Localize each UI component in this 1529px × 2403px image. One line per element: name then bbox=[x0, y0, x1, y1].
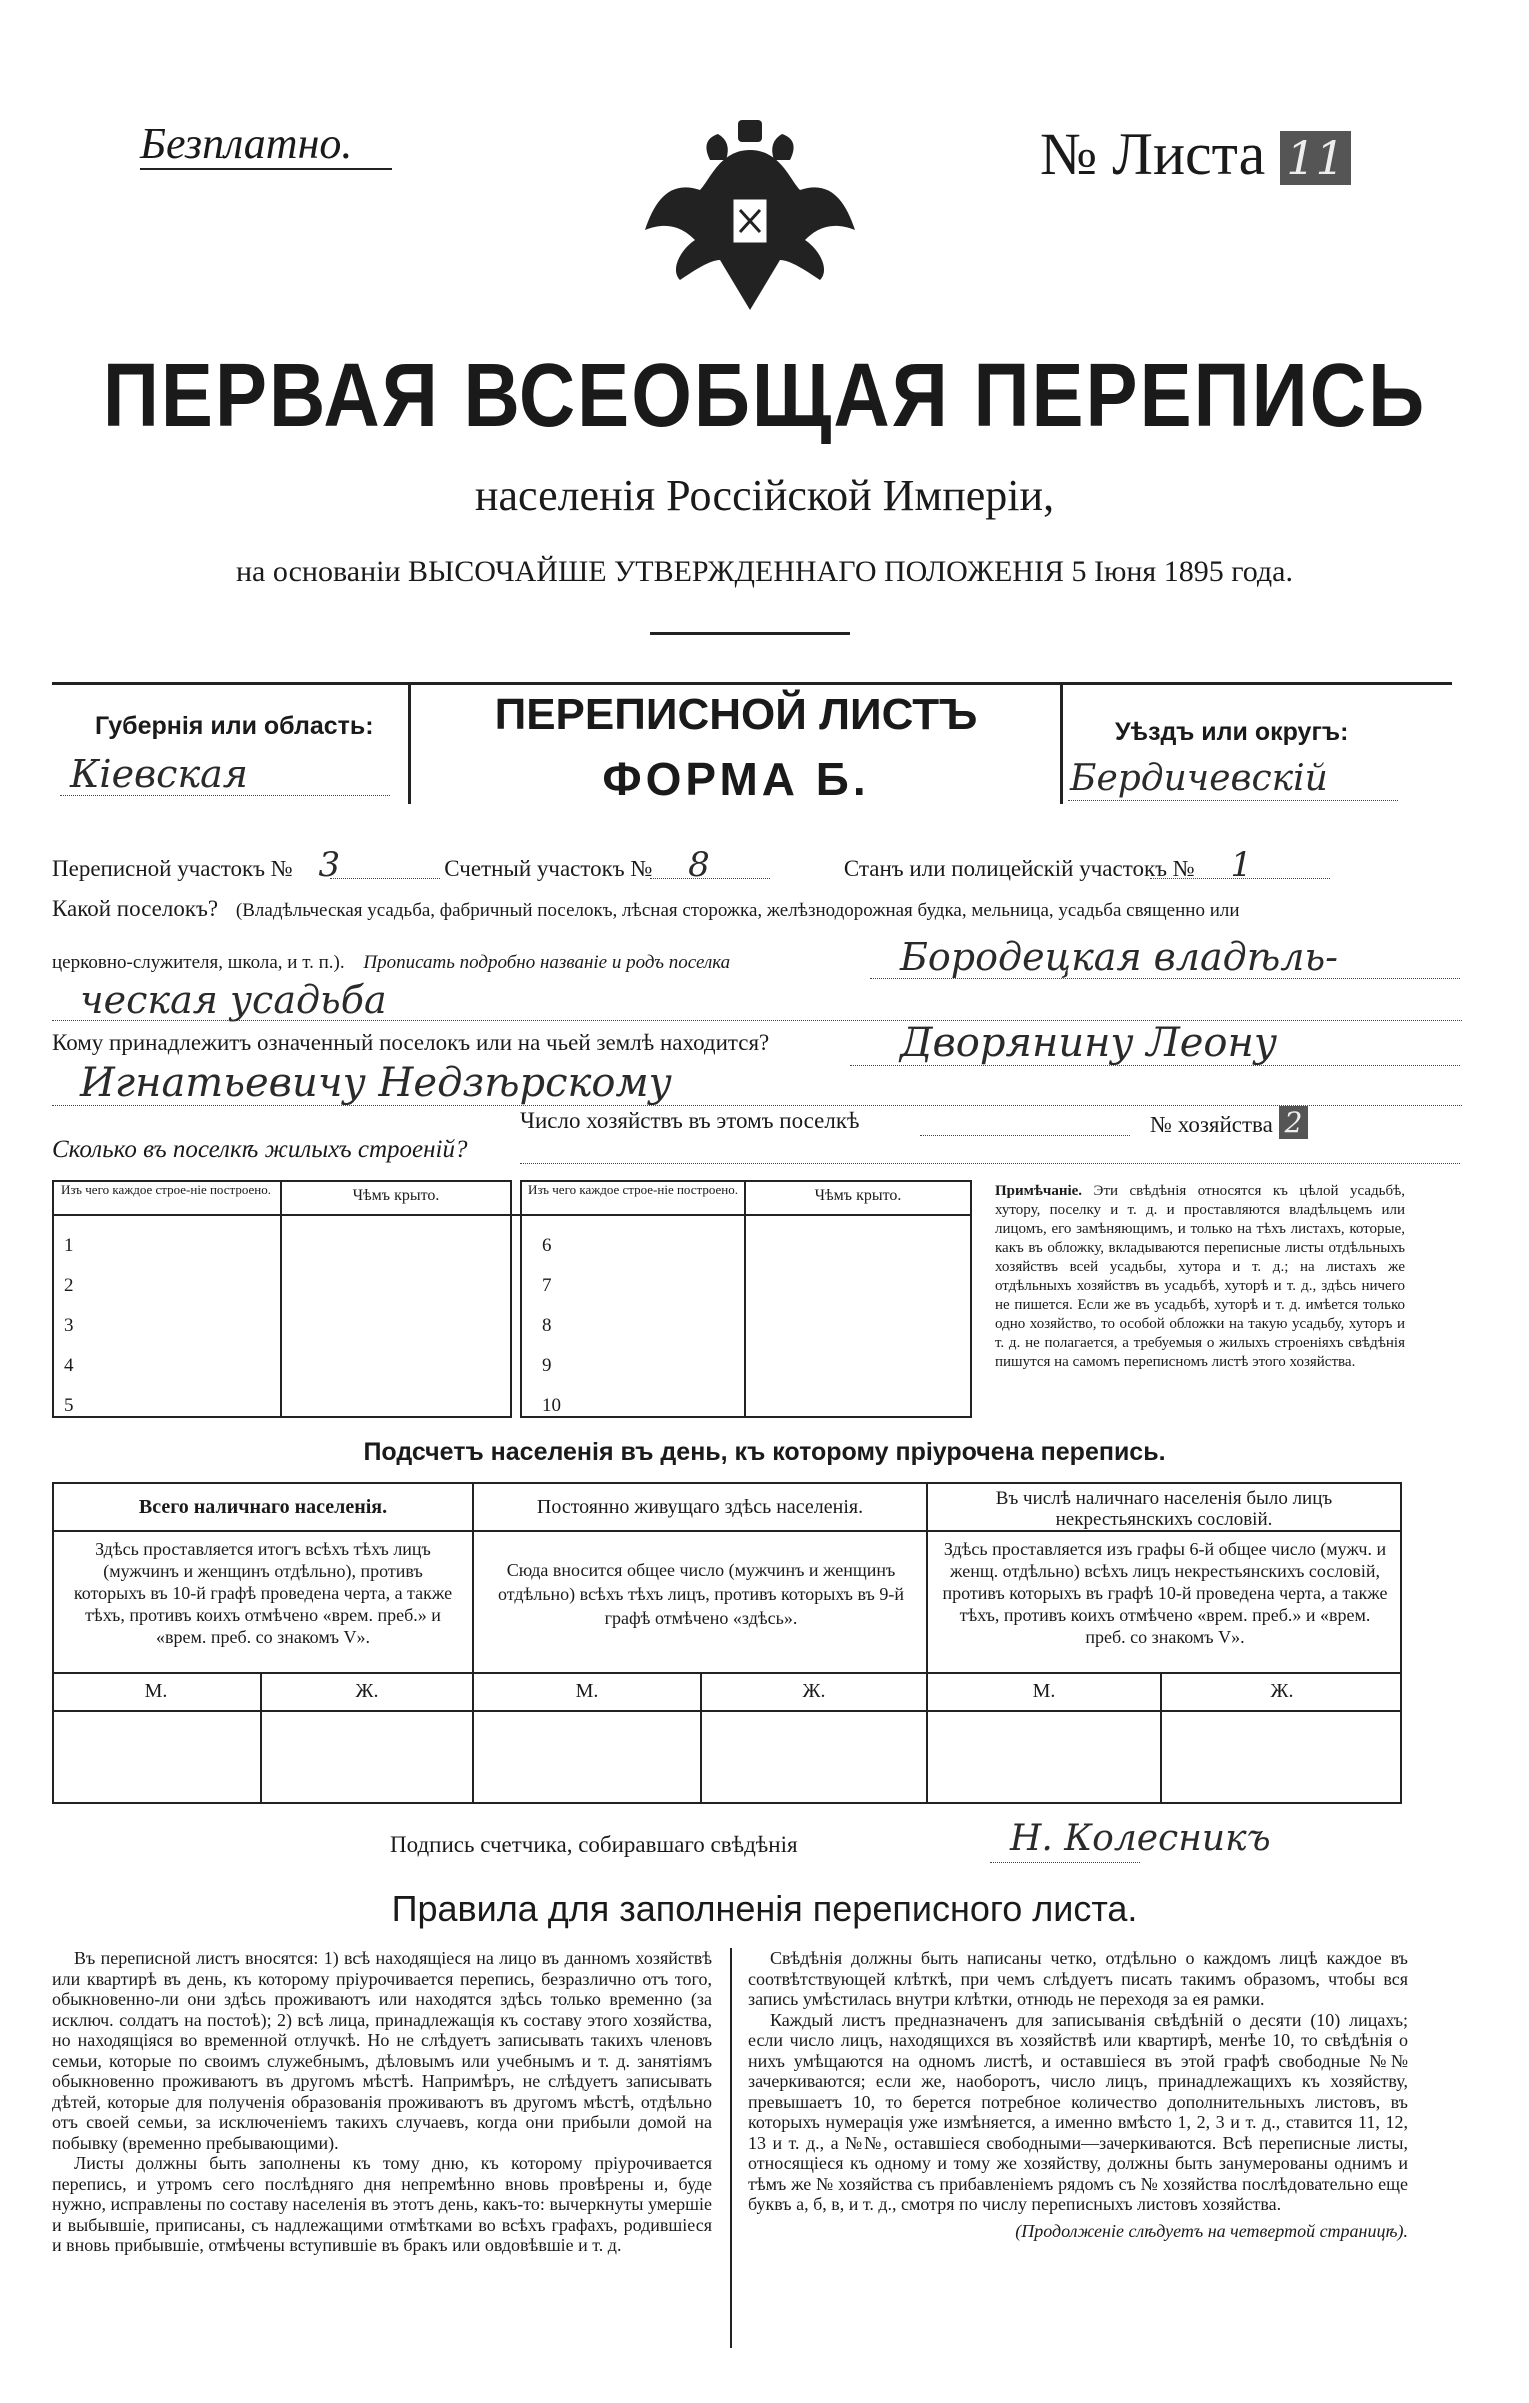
gubernia-label: Губернія или область: bbox=[95, 712, 374, 740]
rules-left-column bbox=[52, 1948, 712, 2256]
owner-line-1 bbox=[850, 1065, 1460, 1066]
gubernia-line bbox=[60, 795, 390, 796]
col2-m: М. bbox=[575, 1680, 599, 1702]
coat-of-arms bbox=[640, 120, 860, 325]
sheet-title: ПЕРЕПИСНОЙ ЛИСТЪ bbox=[494, 690, 978, 739]
settlement-value-2: ческая усадьба bbox=[80, 978, 387, 1022]
col3-m: М. bbox=[1032, 1680, 1056, 1702]
form-header-top-rule bbox=[52, 682, 1452, 685]
population-header-rule bbox=[52, 1530, 1402, 1532]
row-number: 7 bbox=[542, 1275, 552, 1296]
row-number: 4 bbox=[64, 1355, 74, 1376]
signature-line bbox=[990, 1862, 1140, 1863]
sheet-no-label: № Листа bbox=[1040, 121, 1266, 187]
free-label: Безплатно. bbox=[140, 119, 353, 168]
col1-m: М. bbox=[144, 1680, 168, 1702]
col2-zh: Ж. bbox=[802, 1680, 826, 1702]
col-material-right: Изъ чего каждое строе-ніе построено. bbox=[528, 1182, 738, 1197]
settlement-value-1: Бородецкая владѣль- bbox=[900, 935, 1338, 979]
counting-district-line bbox=[650, 878, 770, 879]
settlement-hint-2: церковно-служителя, школа, и т. п.). bbox=[52, 952, 345, 973]
page-basis: на основаніи ВЫСОЧАЙШЕ УТВЕРЖДЕННАГО ПОЛОЖЕНІЯ 5 Іюня 1895 года. bbox=[236, 555, 1293, 588]
row-number: 10 bbox=[542, 1395, 561, 1416]
note-text: Эти свѣдѣнія относятся къ цѣлой усадьбѣ, хутору, поселку и т. д. и проставляются владѣльцемъ или лицомъ, его замѣняющимъ, и только на тѣхъ листахъ, которые, какъ въ обложку, вкладываются переписные листы отдѣльныхъ хозяйствъ всей усадьбы, хутора и т. д.; на листахъ же отдѣльныхъ хозяйствъ въ усадьбѣ, хуторѣ и т. д., здѣсь ничего не пишется. Если же въ усадьбѣ, хуторѣ и т. д. имѣется только одно хозяйство, то особой обложки на такую усадьбу, хуторъ и т. д. не полагается, а требуемыя о жилыхъ строеніяхъ свѣдѣнія пишутся на самомъ переписномъ листѣ этого хозяйства. bbox=[995, 1183, 1406, 1370]
districts-row bbox=[52, 845, 1482, 885]
rows-right bbox=[542, 1226, 561, 1426]
uezd-line bbox=[1068, 800, 1398, 801]
double-headed-eagle-icon bbox=[640, 120, 860, 320]
settlement-label: Какой поселокъ? bbox=[52, 896, 219, 921]
form-header-divider-right bbox=[1060, 682, 1063, 804]
col1-text: Здѣсь проставляется итогъ всѣхъ тѣхъ лицъ (мужчинъ и женщинъ отдѣльно), противъ которыхъ въ 10-й графѣ проведена черта, а также тѣхъ, противъ коихъ отмѣчено «врем. преб.» и «врем. преб. со знакомъ V». bbox=[73, 1539, 453, 1647]
signature-value: Н. Колесникъ bbox=[1010, 1818, 1271, 1859]
note-block bbox=[995, 1182, 1405, 1372]
settlement-hint: (Владѣльческая усадьба, фабричный поселокъ, лѣсная сторожка, желѣзнодорожная будка, мельница, усадьба священно или bbox=[235, 900, 1240, 921]
settlement-instruction: Прописать подробно названіе и родъ поселка bbox=[363, 952, 731, 973]
row-number: 8 bbox=[542, 1315, 552, 1336]
settlement-line-1 bbox=[870, 978, 1460, 979]
stan-line bbox=[1150, 878, 1330, 879]
rules-right-p2: Каждый листъ предназначенъ для записыванія свѣдѣній о десяти (10) лицахъ; если число лицъ, находящихся въ хозяйствѣ или квартирѣ, менѣе 10, то свѣдѣнія о нихъ умѣщаются на одномъ листѣ, и оставшіеся въ этой графѣ свободные №№ зачеркиваются; если же, наоборотъ, число лицъ, принадлежащихъ къ хозяйству, превышаетъ 10, то берется потребное количество дополнительныхъ листовъ, въ которыхъ нумерація уже измѣняется, а именно вмѣсто 1, 2, 3 и т. д., ставится 11, 12, 13 и т. д., а №№, оставшіеся свободными—зачеркиваются. Всѣ переписные листы, относящіеся къ одному и тому же хозяйству, должны быть занумерованы однимъ и тѣмъ же № хозяйства съ прибавленіемъ рядомъ съ № хозяйства послѣдовательно еще буквъ а, б, в, и т. д., смотря по числу переписныхъ листовъ хозяйства. bbox=[748, 2009, 1408, 2214]
col-roof-right: Чѣмъ крыто. bbox=[814, 1187, 902, 1204]
household-no-value: 2 bbox=[1279, 1106, 1309, 1139]
signature-label: Подпись счетчика, собиравшаго свѣдѣнія bbox=[390, 1832, 798, 1857]
col3-zh: Ж. bbox=[1270, 1680, 1294, 1702]
row-number: 2 bbox=[64, 1275, 74, 1296]
col2-text: Сюда вносится общее число (мужчинъ и женщинъ отдѣльно) всѣхъ тѣхъ лицъ, противъ которыхъ въ 9-й графѣ отмѣчено «здѣсь». bbox=[498, 1560, 904, 1628]
page-subtitle: населенія Россійской Имперіи, bbox=[474, 471, 1055, 520]
title-divider bbox=[650, 632, 850, 635]
owner-value-1: Дворянину Леону bbox=[900, 1020, 1278, 1066]
sheet-no bbox=[1040, 120, 1351, 189]
uezd-label: Уѣздъ или округъ: bbox=[1115, 718, 1349, 746]
row-number: 9 bbox=[542, 1355, 552, 1376]
page-title: ПЕРВАЯ ВСЕОБЩАЯ ПЕРЕПИСЬ bbox=[102, 344, 1427, 446]
population-sub-rule bbox=[52, 1710, 1402, 1712]
stan-value: 1 bbox=[1230, 845, 1253, 885]
col1-title: Всего наличнаго населенія. bbox=[138, 1496, 388, 1518]
households-line bbox=[920, 1135, 1130, 1136]
stan-label: Станъ или полицейскій участокъ № bbox=[843, 856, 1195, 881]
buildings-table bbox=[52, 1180, 972, 1418]
col-material-left: Изъ чего каждое строе-ніе построено. bbox=[61, 1182, 271, 1197]
buildings-label: Сколько въ поселкѣ жилыхъ строеній? bbox=[52, 1136, 468, 1163]
rules-left-p1: Въ переписной листъ вносятся: 1) всѣ находящіеся на лицо въ данномъ хозяйствѣ или квартирѣ въ день, къ которому пріурочивается перепись, безразлично отъ того, обыкновенно-ли они здѣсь проживаютъ или находятся здѣсь только временно (за исключ. солдатъ на постоѣ); 2) всѣ лица, принадлежащія къ составу этого хозяйства, но находящіяся во временной отлучкѣ. Но не слѣдуетъ записывать такихъ членовъ семьи, которые по своимъ служебнымъ, дѣловымъ или учебнымъ и т. д. занятіямъ обыкновенно проживаютъ въ другомъ мѣстѣ. Напримѣръ, не слѣдуетъ записывать дѣтей, которые для полученія образованія проживаютъ въ другомъ мѣстѣ, отдѣльно отъ своей семьи, за исключеніемъ такихъ случаевъ, когда они прибыли домой на побывку (временно пребывающими). bbox=[52, 1948, 712, 2153]
col1-zh: Ж. bbox=[355, 1680, 379, 1702]
settlement-row bbox=[52, 896, 1240, 922]
rules-continued: (Продолженіе слѣдуетъ на четвертой страницѣ). bbox=[1015, 2220, 1408, 2241]
counting-district-label: Счетный участокъ № bbox=[444, 856, 653, 881]
rows-left bbox=[64, 1226, 74, 1426]
form-label: ФОРМА Б. bbox=[602, 753, 870, 805]
gubernia-value: Кіевская bbox=[70, 752, 248, 796]
household-no bbox=[1150, 1106, 1308, 1139]
owner-value-2: Игнатьевичу Недзѣрскому bbox=[80, 1060, 672, 1106]
note-label: Примѣчаніе. bbox=[995, 1183, 1083, 1199]
sheet-no-value: 11 bbox=[1280, 131, 1351, 185]
header-rule bbox=[52, 1214, 972, 1216]
row-number: 6 bbox=[542, 1235, 552, 1256]
rules-column-divider bbox=[730, 1948, 732, 2348]
row-number: 5 bbox=[64, 1395, 74, 1416]
rules-right-p1: Свѣдѣнія должны быть написаны четко, отдѣльно о каждомъ лицѣ каждое въ соотвѣтствующей клѣткѣ, при чемъ слѣдуетъ писать такимъ образомъ, чтобы вся запись умѣстилась внутри клѣтки, отнюдь не переходя за ея рамки. bbox=[748, 1948, 1408, 2009]
col-roof-left: Чѣмъ крыто. bbox=[352, 1187, 440, 1204]
rules-left-p2: Листы должны быть заполнены къ тому дню, къ которому пріурочивается перепись, и утромъ сего послѣдняго дня непремѣнно вновь провѣрены и, буде нужно, исправлены по составу населенія въ этотъ день, какъ-то: вычеркнуты умершіе и выбывшіе, приписаны, съ надлежащими отмѣтками во всѣхъ графахъ, родившіеся и вновь прибывшіе, отмѣчены вступившіе въ бракъ или овдовѣвшіе и т. д. bbox=[52, 2153, 712, 2255]
counting-district-value: 8 bbox=[688, 845, 710, 885]
census-district-label: Переписной участокъ № bbox=[52, 856, 293, 881]
uezd-value: Бердичевскій bbox=[1070, 758, 1328, 799]
households-label: Число хозяйствъ въ этомъ поселкѣ bbox=[520, 1108, 860, 1133]
col3-title: Въ числѣ наличнаго населенія было лицъ некрестьянскихъ сословій. bbox=[995, 1488, 1333, 1530]
census-district-line bbox=[330, 878, 440, 879]
col2-title: Постоянно живущаго здѣсь населенія. bbox=[536, 1496, 864, 1518]
settlement-row-2 bbox=[52, 952, 730, 974]
rules-title: Правила для заполненія переписного листа. bbox=[391, 1888, 1138, 1929]
household-no-label: № хозяйства bbox=[1150, 1112, 1273, 1137]
rules-right-column bbox=[748, 1948, 1408, 2241]
population-title: Подсчетъ населенія въ день, къ которому пріурочена перепись. bbox=[363, 1438, 1166, 1466]
row-number: 3 bbox=[64, 1315, 74, 1336]
form-header-divider-left bbox=[408, 682, 411, 804]
row-number: 1 bbox=[64, 1235, 74, 1256]
census-district-value: 3 bbox=[318, 845, 341, 885]
population-mid-rule bbox=[52, 1672, 1402, 1674]
owner-label: Кому принадлежитъ означенный поселокъ или на чьей землѣ находится? bbox=[52, 1030, 770, 1055]
col3-text: Здѣсь проставляется изъ графы 6-й общее число (мужч. и женщ. отдѣльно) всѣхъ лицъ некрестьянскихъ сословій, противъ которыхъ въ графѣ 10-й проведена черта, а также тѣхъ, противъ коихъ отмѣчено «врем. преб.» и «врем. преб. со знакомъ V». bbox=[942, 1539, 1388, 1647]
free-underline bbox=[140, 168, 392, 170]
buildings-line bbox=[520, 1163, 1460, 1164]
